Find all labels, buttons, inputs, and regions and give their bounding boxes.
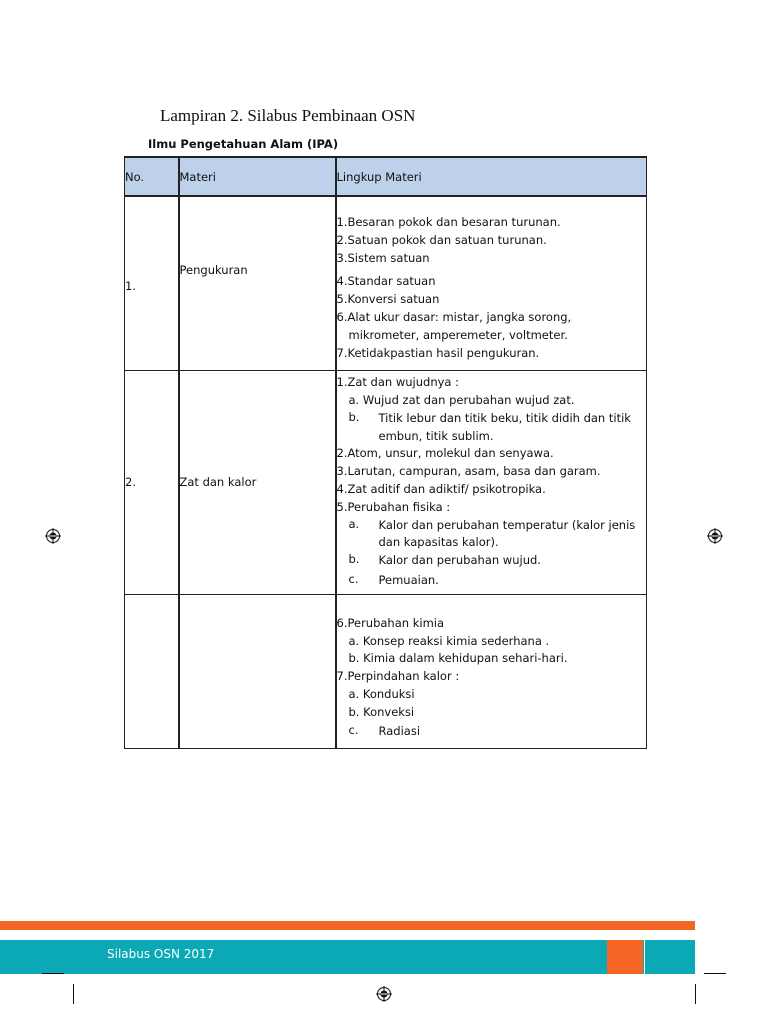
list-text: Titik lebur dan titik beku, titik didih dan titik embun, titik sublim. bbox=[378, 410, 631, 443]
footer-bar bbox=[0, 940, 695, 974]
list-item: a. Konduksi bbox=[348, 686, 415, 701]
list-item: 7.Ketidakpastian hasil pengukuran. bbox=[336, 345, 540, 360]
row-materi bbox=[179, 594, 336, 748]
list-item: 3.Larutan, campuran, asam, basa dan garam. bbox=[336, 464, 601, 479]
row-number: 2. bbox=[125, 370, 179, 594]
list-item bbox=[337, 723, 647, 741]
list-item: 4.Zat aditif dan adiktif/ psikotropika. bbox=[336, 482, 546, 496]
header-no: No. bbox=[125, 157, 179, 196]
list-text: Kalor dan perubahan temperatur (kalor jenis dan kapasitas kalor). bbox=[378, 517, 636, 550]
crop-mark bbox=[73, 984, 74, 1004]
header-lingkup-materi: Lingkup Materi bbox=[336, 157, 647, 196]
crop-mark bbox=[42, 973, 64, 974]
list-item bbox=[337, 552, 647, 570]
registration-mark-icon bbox=[45, 528, 61, 544]
footer-orange-box bbox=[607, 940, 643, 974]
list-item: 5.Konversi satuan bbox=[336, 292, 440, 307]
list-marker: a. bbox=[348, 516, 360, 531]
footer-divider bbox=[644, 940, 645, 974]
list-item: 2.Atom, unsur, molekul dan senyawa. bbox=[336, 446, 554, 461]
list-item: b. Kimia dalam kehidupan sehari-hari. bbox=[348, 651, 568, 666]
list-marker: c. bbox=[348, 571, 359, 586]
footer-orange-stripe bbox=[0, 921, 695, 930]
row-lingkup bbox=[336, 196, 647, 370]
list-item bbox=[337, 410, 647, 446]
list-text: Pemuaian. bbox=[378, 572, 439, 587]
syllabus-table bbox=[124, 156, 647, 749]
table-header-row bbox=[125, 157, 647, 196]
row-lingkup bbox=[336, 594, 647, 748]
registration-mark-icon bbox=[376, 986, 392, 1002]
list-item: a. Wujud zat dan perubahan wujud zat. bbox=[348, 393, 575, 408]
header-materi: Materi bbox=[179, 157, 336, 196]
list-marker: b. bbox=[348, 552, 360, 567]
row-materi: Zat dan kalor bbox=[179, 370, 336, 594]
document-title: Lampiran 2. Silabus Pembinaan OSN bbox=[160, 106, 416, 125]
list-text: Kalor dan perubahan wujud. bbox=[378, 553, 541, 568]
list-item: 3.Sistem satuan bbox=[336, 250, 430, 265]
list-marker: b. bbox=[348, 409, 360, 424]
registration-mark-icon bbox=[707, 528, 723, 544]
crop-mark bbox=[695, 984, 696, 1004]
list-item: 7.Perpindahan kalor : bbox=[336, 669, 460, 684]
section-title: Ilmu Pengetahuan Alam (IPA) bbox=[148, 137, 339, 151]
table-row bbox=[125, 594, 647, 748]
list-item: b. Konveksi bbox=[348, 704, 415, 719]
list-marker: c. bbox=[348, 723, 359, 738]
list-item: mikrometer, amperemeter, voltmeter. bbox=[348, 327, 568, 342]
table-row bbox=[125, 196, 647, 370]
footer-text: Silabus OSN 2017 bbox=[107, 947, 215, 961]
list-item: 5.Perubahan fisika : bbox=[336, 499, 451, 514]
list-item: 6.Perubahan kimia bbox=[336, 615, 445, 630]
list-item: 2.Satuan pokok dan satuan turunan. bbox=[336, 232, 547, 247]
list-item: 4.Standar satuan bbox=[336, 274, 436, 289]
list-item bbox=[337, 572, 647, 590]
list-item bbox=[337, 517, 647, 553]
list-item: a. Konsep reaksi kimia sederhana . bbox=[348, 633, 550, 648]
list-item: 6.Alat ukur dasar: mistar, jangka sorong, bbox=[336, 310, 572, 325]
list-text: Radiasi bbox=[378, 724, 421, 739]
row-number: 1. bbox=[125, 196, 179, 370]
list-item: 1.Besaran pokok dan besaran turunan. bbox=[336, 215, 561, 230]
row-lingkup bbox=[336, 370, 647, 594]
row-materi: Pengukuran bbox=[179, 196, 336, 370]
crop-mark bbox=[704, 973, 726, 974]
list-item: 1.Zat dan wujudnya : bbox=[336, 375, 460, 390]
table-row bbox=[125, 370, 647, 594]
row-number bbox=[125, 594, 179, 748]
